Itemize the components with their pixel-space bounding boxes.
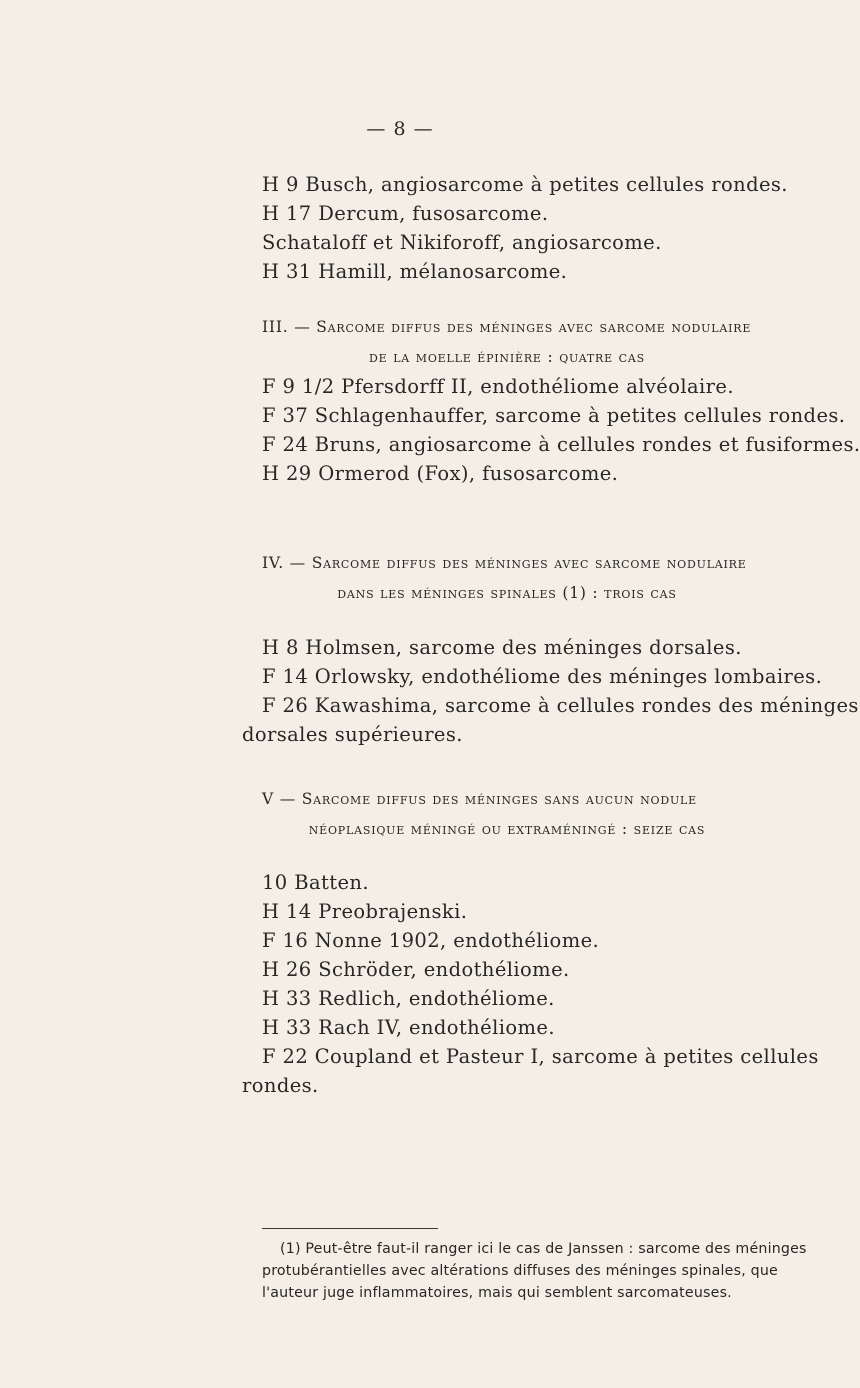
section-4-heading-line1: IV. — Sarcome diffus des méninges avec sarcome nodulaire [262, 554, 747, 572]
page-number: — 8 — [366, 118, 434, 140]
list-item: F 24 Bruns, angiosarcome à cellules rondes et fusiformes. [262, 433, 860, 456]
section-4-heading [262, 548, 782, 608]
footnote-rule [262, 1228, 438, 1229]
list-item: H 26 Schröder, endothéliome. [262, 958, 570, 981]
footnote-line: (1) Peut-être faut-il ranger ici le cas de Janssen : sarcome des méninges [280, 1241, 807, 1257]
list-item: rondes. [242, 1074, 319, 1097]
section-3-list [262, 372, 860, 488]
footnote-line: protubérantielles avec altérations diffuses des méninges spinales, que [262, 1263, 778, 1279]
list-item: H 31 Hamill, mélanosarcome. [262, 260, 568, 283]
footnote-line: l'auteur juge inflammatoires, mais qui semblent sarcomateuses. [262, 1285, 732, 1301]
section-3-heading [262, 312, 782, 372]
list-item: Schataloff et Nikiforoff, angiosarcome. [262, 231, 662, 254]
section-4-list [242, 633, 859, 749]
list-item: H 33 Redlich, endothéliome. [262, 987, 555, 1010]
list-item: F 9 1/2 Pfersdorff II, endothéliome alvéolaire. [262, 375, 734, 398]
list-item: F 14 Orlowsky, endothéliome des méninges lombaires. [262, 665, 823, 688]
section-5-list [242, 868, 819, 1100]
section-3-heading-line2: de la moelle épinière : quatre cas [369, 348, 645, 366]
list-item: 10 Batten. [262, 871, 369, 894]
list-item: F 37 Schlagenhauffer, sarcome à petites cellules rondes. [262, 404, 846, 427]
list-item: F 26 Kawashima, sarcome à cellules rondes des méninges [262, 694, 859, 717]
list-item: H 8 Holmsen, sarcome des méninges dorsales. [262, 636, 742, 659]
list-item: F 16 Nonne 1902, endothéliome. [262, 929, 600, 952]
section-3-heading-line1: III. — Sarcome diffus des méninges avec sarcome nodulaire [262, 318, 752, 336]
list-item: H 9 Busch, angiosarcome à petites cellules rondes. [262, 173, 788, 196]
section-4-heading-line2: dans les méninges spinales (1) : trois cas [337, 584, 677, 602]
footnote [262, 1238, 807, 1304]
section-5-heading-line2: néoplasique méningé ou extraméningé : seize cas [308, 820, 706, 838]
section-5-heading [262, 784, 782, 844]
section-5-heading-line1: V — Sarcome diffus des méninges sans aucun nodule [262, 790, 697, 808]
list-item: H 17 Dercum, fusosarcome. [262, 202, 549, 225]
list-item: H 33 Rach IV, endothéliome. [262, 1016, 555, 1039]
list-item: F 22 Coupland et Pasteur I, sarcome à petites cellules [262, 1045, 819, 1068]
intro-list [262, 170, 788, 286]
list-item: H 29 Ormerod (Fox), fusosarcome. [262, 462, 619, 485]
list-item: dorsales supérieures. [242, 723, 463, 746]
list-item: H 14 Preobrajenski. [262, 900, 468, 923]
